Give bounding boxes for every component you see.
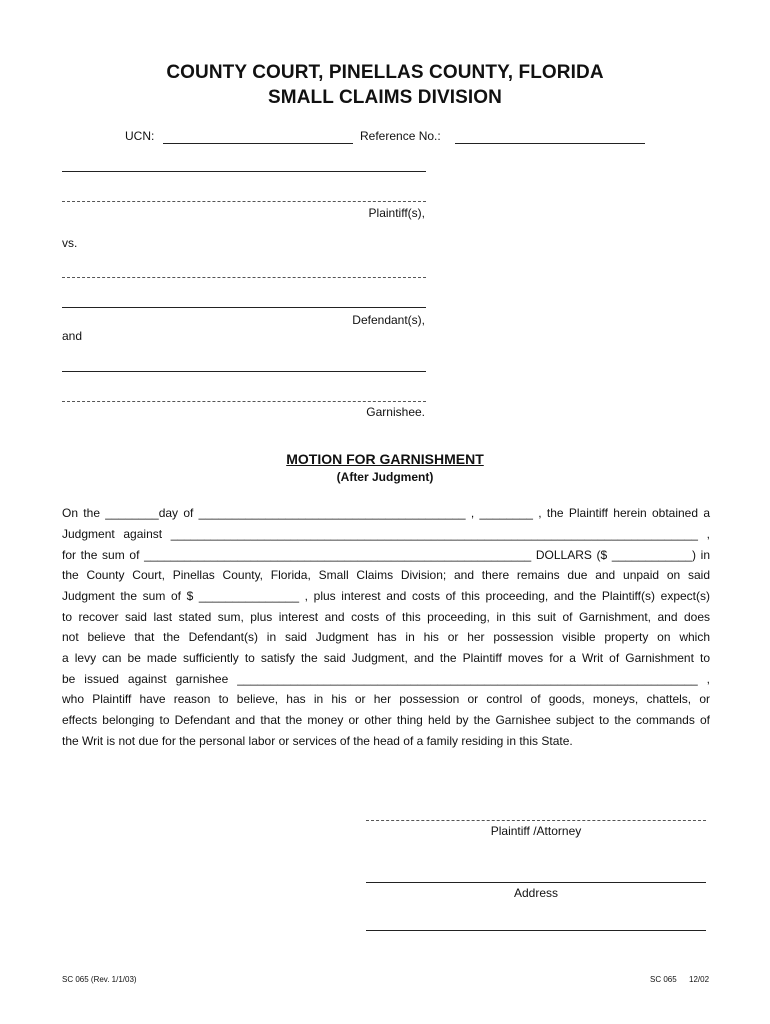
form-date-footer: 12/02 [689,975,710,984]
body-line-7: not believe that the Defendant(s) in said Judgment has in his or her possession visible property on which [62,630,710,644]
plaintiff-attorney-signature-line[interactable] [366,820,706,821]
vs-label: vs. [62,236,78,250]
body-line-11: effects belonging to Defendant and that the money or other thing held by the Garnishee subject to the commands of [62,713,710,727]
reference-label: Reference No.: [360,129,441,143]
and-label: and [62,329,83,343]
address-line[interactable] [366,882,706,883]
address-line-2[interactable] [366,930,706,931]
defendant-line-1[interactable] [62,277,426,278]
body-line-10: who Plaintiff have reason to believe, has in his or her possession or control of goods, moneys, chattels, or [62,692,710,706]
body-line-3: for the sum of __________________________________________________________ DOLLARS ($ ____________) in [62,548,710,562]
body-line-1: On the ________day of ________________________________________ , ________ , the Plaintiff herein obtained a [62,506,710,520]
body-line-5: Judgment the sum of $ _______________ , plus interest and costs of this proceeding, and the Plaintiff(s) expect(s) [62,589,710,603]
ucn-label: UCN: [125,129,155,143]
garnishee-line-2[interactable] [62,401,426,402]
address-label: Address [513,886,559,900]
motion-subtitle: (After Judgment) [336,470,434,484]
division-title: SMALL CLAIMS DIVISION [268,87,502,108]
form-code-footer: SC 065 [650,975,677,984]
body-line-4: the County Court, Pinellas County, Florida, Small Claims Division; and there remains due and unpaid on said [62,568,710,582]
body-line-12: the Writ is not due for the personal labor or services of the head of a family residing in this State. [62,734,573,748]
garnishee-line-1[interactable] [62,371,426,372]
body-line-6: to recover said last stated sum, plus interest and costs of this proceeding, in this suit of Garnishment, and does [62,610,710,624]
form-number-footer: SC 065 (Rev. 1/1/03) [62,975,137,984]
reference-field[interactable] [455,143,645,144]
body-line-2: Judgment against _______________________________________________________________________________ , [62,527,710,541]
motion-title: MOTION FOR GARNISHMENT [286,451,484,467]
defendant-line-2[interactable] [62,307,426,308]
ucn-field[interactable] [163,143,353,144]
body-line-9: be issued against garnishee _____________________________________________________________________ , [62,672,710,686]
court-title: COUNTY COURT, PINELLAS COUNTY, FLORIDA [166,62,604,83]
garnishee-label: Garnishee. [366,405,425,419]
plaintiff-label: Plaintiff(s), [368,206,425,220]
defendant-label: Defendant(s), [352,313,425,327]
body-line-8: a levy can be made sufficiently to satisfy the said Judgment, and the Plaintiff moves for a Writ of Garnishment to [62,651,710,665]
plaintiff-line-2[interactable] [62,201,426,202]
plaintiff-line-1[interactable] [62,171,426,172]
plaintiff-attorney-label: Plaintiff /Attorney [490,824,582,838]
